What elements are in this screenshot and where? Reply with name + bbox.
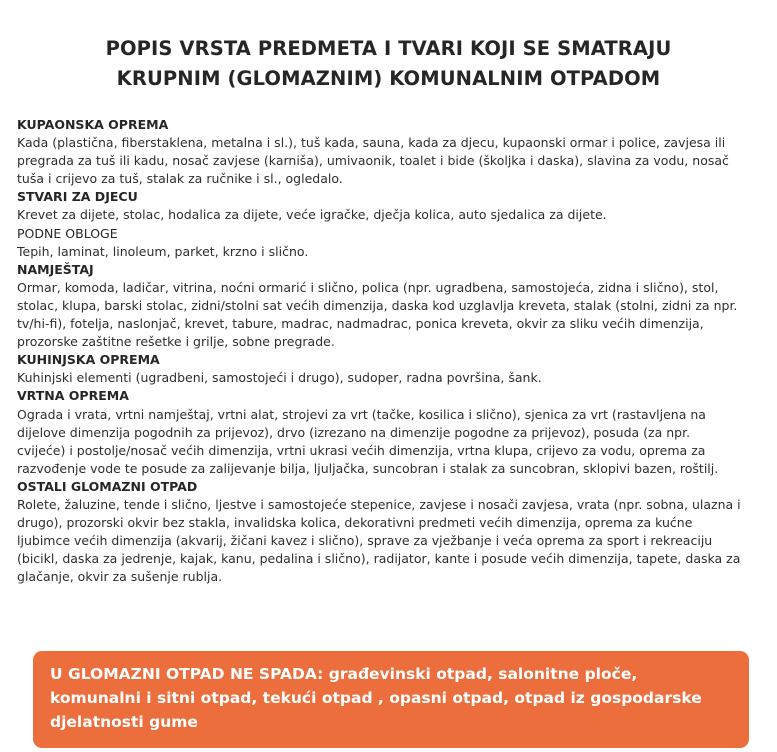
section-heading: KUHINJSKA OPREMA — [17, 352, 160, 368]
section-text-line: prozorske zaštitne rešetke i grilje, sobne pregrade. — [17, 334, 335, 350]
section-kuhinjska-oprema — [17, 351, 767, 387]
section-text-line: Tepih, laminat, linoleum, parket, krzno i slično. — [17, 243, 309, 259]
section-podne-obloge — [17, 225, 767, 261]
section-text-line: dijelove dimenzija pogodnih za prijevoz), drvo (izrezano na dimenzije pogodne za prijevoz), posuda (za npr. — [17, 424, 691, 440]
section-text-line: tv/hi-fi), fotelja, naslonjač, krevet, tabure, madrac, nadmadrac, ponica kreveta, okvir za sliku većih dimenzija, — [17, 316, 704, 332]
title-line-1: POPIS VRSTA PREDMETA I TVARI KOJI SE SMATRAJU — [105, 37, 672, 60]
section-heading: KUPAONSKA OPREMA — [17, 117, 169, 132]
section-stvari-za-djecu — [17, 188, 767, 224]
section-heading: VRTNA OPREMA — [17, 388, 129, 404]
section-text-line: tuša i crijevo za tuš, stalak za ručnike i sl., ogledalo. — [17, 171, 343, 187]
section-text-line: ljubimce većih dimenzija (akvarij, žičani kavez i slično), sprave za vježbanje i veća oprema za sport i rekreaciju — [17, 533, 713, 549]
section-text-line: Ograda i vrata, vrtni namještaj, vrtni alat, strojevi za vrt (tačke, kosilica i slično), sjenica za vrt (rastavljena na — [17, 406, 706, 422]
section-text-line: glačanje, okvir za sušenje rublja. — [17, 569, 223, 585]
section-text-line: pregrada za tuš ili kadu, nosač zavjese (karniša), umivaonik, toalet i bide (školjka i daska), slavina za vodu, nosač — [17, 153, 729, 169]
banner-line-2: komunalni i sitni otpad, tekući otpad , opasni otpad, otpad iz gospodarske — [50, 689, 702, 707]
section-text-line: cvijeće) i postolje/nosač većih dimenzija, vrtni ukrasi većih dimenzija, vrtna klupa, crijevo za vodu, oprema za — [17, 442, 706, 458]
section-text-line: Rolete, žaluzine, tende i slično, ljestve i samostojeće stepenice, zavjese i nosači zavjesa, vrata (npr. sobna, ulazna i — [17, 496, 741, 512]
banner-line-1: U GLOMAZNI OTPAD NE SPADA: građevinski otpad, salonitne ploče, — [50, 665, 638, 683]
section-heading: PODNE OBLOGE — [17, 225, 118, 241]
section-heading: OSTALI GLOMAZNI OTPAD — [17, 478, 198, 494]
section-text-line: razvođenje vode te posude za zalijevanje bilja, ljuljačka, suncobran i stalak za suncobran, sklopivi bazen, roštilj. — [17, 460, 719, 476]
title-line-2: KRUPNIM (GLOMAZNIM) KOMUNALNIM OTPADOM — [116, 67, 661, 90]
section-vrtna-oprema — [17, 387, 767, 477]
section-text-line: Kada (plastična, fiberstaklena, metalna i sl.), tuš kada, sauna, kada za djecu, kupaonski ormar i police, zavjesa ili — [17, 135, 726, 151]
document-title — [60, 34, 717, 94]
section-kupaonska-oprema — [17, 116, 767, 188]
section-namjestaj — [17, 261, 767, 351]
exclusion-banner-text — [50, 662, 740, 734]
banner-line-3: djelatnosti gume — [50, 713, 198, 731]
section-text-line: drugo), prozorski okvir bez stakla, invalidska kolica, dekorativni predmeti većih dimenzija, oprema za kućne — [17, 515, 693, 531]
section-text-line: Krevet za dijete, stolac, hodalica za dijete, veće igračke, dječja kolica, auto sjedalica za dijete. — [17, 207, 607, 223]
section-heading: STVARI ZA DJECU — [17, 189, 138, 205]
section-text-line: (bicikl, daska za jedrenje, kajak, kanu, pedalina i slično), radijator, kante i posude većih dimenzija, tapete, daska za — [17, 551, 741, 567]
section-heading: NAMJEŠTAJ — [17, 261, 94, 277]
section-text-line: Ormar, komoda, ladičar, vitrina, noćni ormarić i slično, polica (npr. ugradbena, samostojeća, zidna i slično), stol, — [17, 279, 719, 295]
section-text-line: Kuhinjski elementi (ugradbeni, samostojeći i drugo), sudoper, radna površina, šank. — [17, 370, 542, 386]
section-text-line: stolac, klupa, barski stolac, zidni/stolni sat većih dimenzija, daska kod uzglavlja kreveta, stalak (stolni, zidni za npr. — [17, 297, 738, 313]
category-list — [17, 116, 767, 586]
section-ostali-glomazni-otpad — [17, 478, 767, 587]
